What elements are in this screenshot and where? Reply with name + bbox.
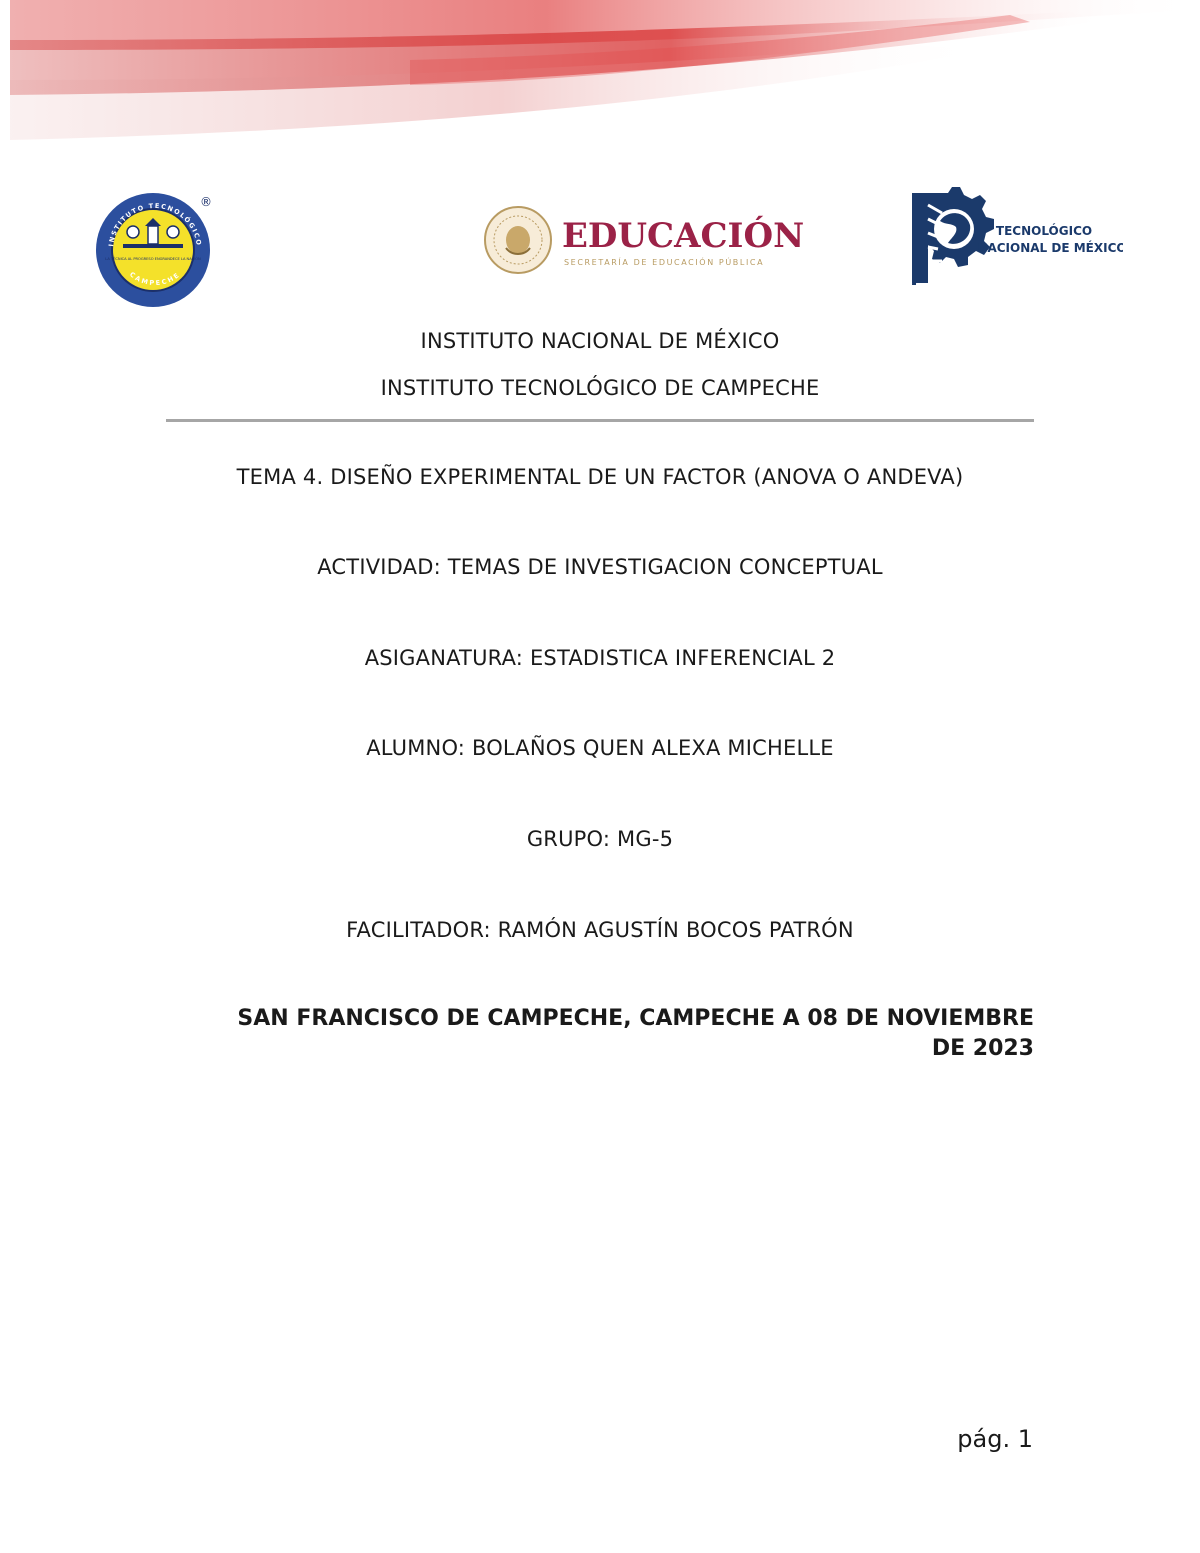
tecnm-line1: TECNOLÓGICO: [995, 224, 1093, 238]
seal-ring-bottom-text: CAMPECHE: [128, 270, 182, 288]
sep-educacion-logo: [480, 200, 820, 280]
sep-title: EDUCACIÓN: [562, 216, 805, 256]
sep-subtitle: SECRETARÍA DE EDUCACIÓN PÚBLICA: [564, 258, 765, 267]
grupo-line: GRUPO: MG-5: [526, 827, 674, 851]
facilitador-line: FACILITADOR: RAMÓN AGUSTÍN BOCOS PATRÓN: [346, 918, 854, 942]
header-divider: [166, 419, 1034, 422]
page-number: pág. 1: [957, 1425, 1033, 1453]
header-banner: [10, 0, 1200, 140]
itc-campeche-seal-logo: [93, 188, 217, 312]
tecnm-line2: NACIONAL DE MÉXICO: [977, 241, 1123, 255]
seal-ring-top-text: INSTITUTO TECNOLÓGICO: [107, 201, 203, 247]
gear-icon: [912, 187, 994, 285]
asignatura-line: ASIGANATURA: ESTADISTICA INFERENCIAL 2: [364, 646, 836, 670]
place-date-line1: SAN FRANCISCO DE CAMPECHE, CAMPECHE A 08 DE NOVIEMBRE: [237, 1006, 1034, 1031]
tema-line: TEMA 4. DISEÑO EXPERIMENTAL DE UN FACTOR (ANOVA O ANDEVA): [236, 465, 964, 489]
place-date: [170, 1004, 1034, 1064]
registered-mark: ®: [200, 195, 212, 209]
institution-title: INSTITUTO NACIONAL DE MÉXICO: [420, 329, 780, 353]
seal-graphic: [93, 188, 217, 312]
sep-graphic: [480, 200, 820, 280]
place-date-line2: DE 2023: [931, 1036, 1034, 1061]
tecnm-graphic: [908, 185, 1123, 293]
alumno-line: ALUMNO: BOLAÑOS QUEN ALEXA MICHELLE: [366, 736, 834, 760]
mexico-coat-of-arms-icon: [485, 207, 551, 273]
actividad-line: ACTIVIDAD: TEMAS DE INVESTIGACION CONCEPTUAL: [317, 555, 883, 579]
tecnm-logo: [908, 185, 1123, 293]
banner-graphic: [10, 0, 1200, 140]
campus-title: INSTITUTO TECNOLÓGICO DE CAMPECHE: [380, 376, 820, 400]
seal-motto: LA TÉCNICA AL PROGRESO ENGRANDECE LA NACIÓN: [105, 257, 201, 261]
